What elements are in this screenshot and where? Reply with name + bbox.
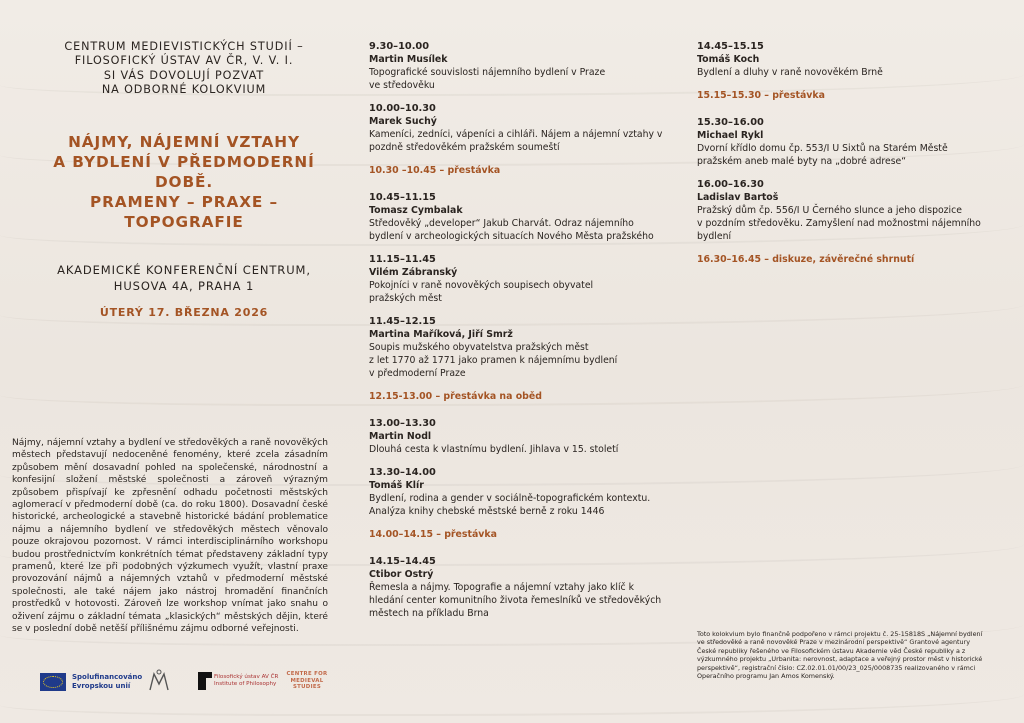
speaker-name: Martin Nodl: [369, 431, 432, 442]
philosophy-institute-logo: [198, 672, 278, 694]
program-slot: [369, 191, 669, 243]
program-slot: [369, 40, 669, 92]
talk-title-line: ve středověku: [369, 80, 435, 91]
program-break: 15.15–15.30 – přestávka: [697, 90, 825, 101]
philosophy-institute-text: Filosofický ústav AV ČR Institute of Philosophy: [214, 674, 279, 687]
title-line: A BYDLENÍ V PŘEDMODERNÍ DOBĚ.: [53, 152, 315, 191]
talk-title-line: bydlení v archeologických situacích Nového Města pražského: [369, 231, 654, 242]
speaker-name: Ctibor Ostrý: [369, 569, 434, 580]
talk-title-line: Pražský dům čp. 556/I U Černého slunce a jeho dispozice: [697, 205, 962, 216]
slot-time: 13.00–13.30: [369, 418, 436, 429]
program-slot: [697, 178, 987, 243]
slot-time: 14.45–15.15: [697, 41, 764, 52]
slot-time: 9.30–10.00: [369, 41, 430, 52]
slot-time: 10.45–11.15: [369, 192, 436, 203]
speaker-name: Marek Suchý: [369, 116, 437, 127]
talk-title-line: Řemesla a nájmy. Topografie a nájemní vztahy jako klíč k: [369, 582, 634, 593]
program-slot: [697, 116, 987, 168]
talk-title-line: Pokojníci v raně novověkých soupisech obyvatel: [369, 280, 594, 291]
talk-title-line: Bydlení a dluhy v raně novověkém Brně: [697, 67, 883, 78]
speaker-name: Tomáš Klír: [369, 480, 424, 491]
event-description: Nájmy, nájemní vztahy a bydlení ve středověkých a raně novověkých městech představují nedoceněné fenomény, které zcela zásadním způsobem mění dosavadní pohled na společenské, národnostní a konfesijní složení městské společnosti a zároveň výrazným způsobem přispívají ke zpřesnění odhadu početnosti městských aglomerací v předmoderní době (ca. do roku 1800). Dosavadní české historické, archeologické a stavebně historické bádání problematice nájmu a nájemního bydlení ve středověkých městech věnovalo pouze okrajovou pozornost. V rámci interdisciplinárního workshopu budou prostřednictvím konkrétních témat představeny základní typy pramenů, které lze při podobných výzkumech využít, vlastní praxe provozování nájmů a nájemných vztahů v předmoderní městské společnosti, ale také nájem jako nástroj hromadění finančních prostředků v hotovosti. Zároveň lze workshop vnímat jako snahu o oživení zájmu o základní témata „klasických“ městských dějin, které se v poslední době netěší přílišnému zájmu odborné veřejnosti.: [12, 438, 328, 635]
slot-time: 14.15–14.45: [369, 556, 436, 567]
talk-title-line: pražských měst: [369, 293, 442, 304]
slot-time: 11.45–12.15: [369, 316, 436, 327]
title-line: PRAMENY – PRAXE – TOPOGRAFIE: [89, 192, 279, 231]
slot-time: 16.00–16.30: [697, 179, 764, 190]
venue: [28, 262, 340, 294]
left-column: [28, 40, 340, 319]
program-slot: [697, 40, 987, 79]
talk-title-line: hledání center komunitního života řemeslníků ve středověkých: [369, 595, 662, 606]
program-slot: [369, 466, 669, 518]
title-line: NÁJMY, NÁJEMNÍ VZTAHY: [68, 132, 300, 151]
talk-title-line: pozdně středověkém pražském soumeští: [369, 142, 560, 153]
program-slot: [369, 102, 669, 154]
program-slot: [369, 417, 669, 456]
program-center-column: [369, 40, 669, 630]
talk-title-line: Dvorní křídlo domu čp. 553/I U Sixtů na Starém Městě: [697, 143, 948, 154]
talk-title-line: městech na příkladu Brna: [369, 608, 489, 619]
eu-logo: [40, 668, 143, 690]
talk-title-line: Soupis mužského obyvatelstva pražských měst: [369, 342, 589, 353]
speaker-name: Martin Musílek: [369, 54, 448, 65]
event-date: ÚTERÝ 17. BŘEZNA 2026: [99, 305, 269, 319]
speaker-name: Michael Rykl: [697, 130, 764, 141]
program-break: 16.30–16.45 – diskuze, závěrečné shrnutí: [697, 254, 915, 265]
header-line: FILOSOFICKÝ ÚSTAV AV ČR, V. V. I.: [74, 54, 294, 68]
program-break: 10.30 –10.45 – přestávka: [369, 165, 501, 176]
centre-medieval-studies-logo: CENTRE FOR MEDIEVAL STUDIES: [286, 671, 328, 690]
eu-flag-icon: [40, 673, 66, 691]
talk-title-line: pražském aneb malé byty na „dobré adrese“: [697, 156, 907, 167]
talk-title-line: z let 1770 až 1771 jako pramen k nájemnímu bydlení: [369, 355, 618, 366]
program-slot: [369, 555, 669, 620]
event-title: [28, 132, 340, 232]
header-line: SI VÁS DOVOLUJÍ POZVAT: [103, 68, 265, 82]
speaker-name: Tomasz Cymbalak: [369, 205, 463, 216]
speaker-name: Vilém Zábranský: [369, 267, 458, 278]
header-line: CENTRUM MEDIEVISTICKÝCH STUDIÍ –: [64, 40, 304, 53]
venue-line: HUSOVA 4A, PRAHA 1: [113, 278, 255, 293]
speaker-name: Ladislav Bartoš: [697, 192, 779, 203]
talk-title-line: Topografické souvislosti nájemního bydlení v Praze: [369, 67, 606, 78]
talk-title-line: v předmoderní Praze: [369, 368, 466, 379]
talk-title-line: Středověký „developer“ Jakub Charvát. Odraz nájemního: [369, 218, 634, 229]
header-line: NA ODBORNÉ KOLOKVIUM: [101, 83, 267, 97]
talk-title-line: Bydlení, rodina a gender v sociálně-topografickém kontextu.: [369, 493, 651, 504]
slot-time: 10.00–10.30: [369, 103, 436, 114]
eu-logo-text: Spolufinancováno Evropskou unií: [72, 673, 143, 690]
funding-footnote: Toto kolokvium bylo finančně podpořeno v rámci projektu č. 25-15818S „Nájemní bydlení ve středověké a raně novověké Praze v mezinárodní perspektivě“ Grantové agentury České republiky řešeného ve Filosofickém ústavu Akademie věd České republiky a z výzkumného projektu „Urbanita: nerovnost, adaptace a veřejný prostor měst v historické perspektivě“, registrační číslo: CZ.02.01.01/00/23_025/0008735 realizovaného v rámci Operačního programu Jan Amos Komenský.: [697, 630, 983, 681]
speaker-name: Tomáš Koch: [697, 54, 760, 65]
slot-time: 13.30–14.00: [369, 467, 436, 478]
program-slot: [369, 315, 669, 380]
philosophy-institute-mark-icon: [198, 672, 206, 690]
talk-title-line: Dlouhá cesta k vlastnímu bydlení. Jihlava v 15. století: [369, 444, 619, 455]
organizer-header: [28, 40, 340, 98]
slot-time: 11.15–11.45: [369, 254, 436, 265]
talk-title-line: v pozdním středověku. Zamyšlení nad možnostmi nájemního: [697, 218, 981, 229]
program-break: 14.00–14.15 – přestávka: [369, 529, 497, 540]
slot-time: 15.30–16.00: [697, 117, 764, 128]
program-slot: [369, 253, 669, 305]
talk-title-line: Kameníci, zedníci, vápeníci a cihláři. Nájem a nájemní vztahy v: [369, 129, 663, 140]
program-break: 12.15-13.00 – přestávka na oběd: [369, 391, 542, 402]
speaker-name: Martina Maříková, Jiří Smrž: [369, 329, 513, 340]
talk-title-line: Analýza knihy chebské městské berně z roku 1446: [369, 506, 605, 517]
medieval-studies-emblem-icon: [146, 668, 172, 694]
venue-line: AKADEMICKÉ KONFERENČNÍ CENTRUM,: [57, 262, 311, 277]
program-right-column: [697, 40, 987, 280]
talk-title-line: bydlení: [697, 231, 732, 242]
